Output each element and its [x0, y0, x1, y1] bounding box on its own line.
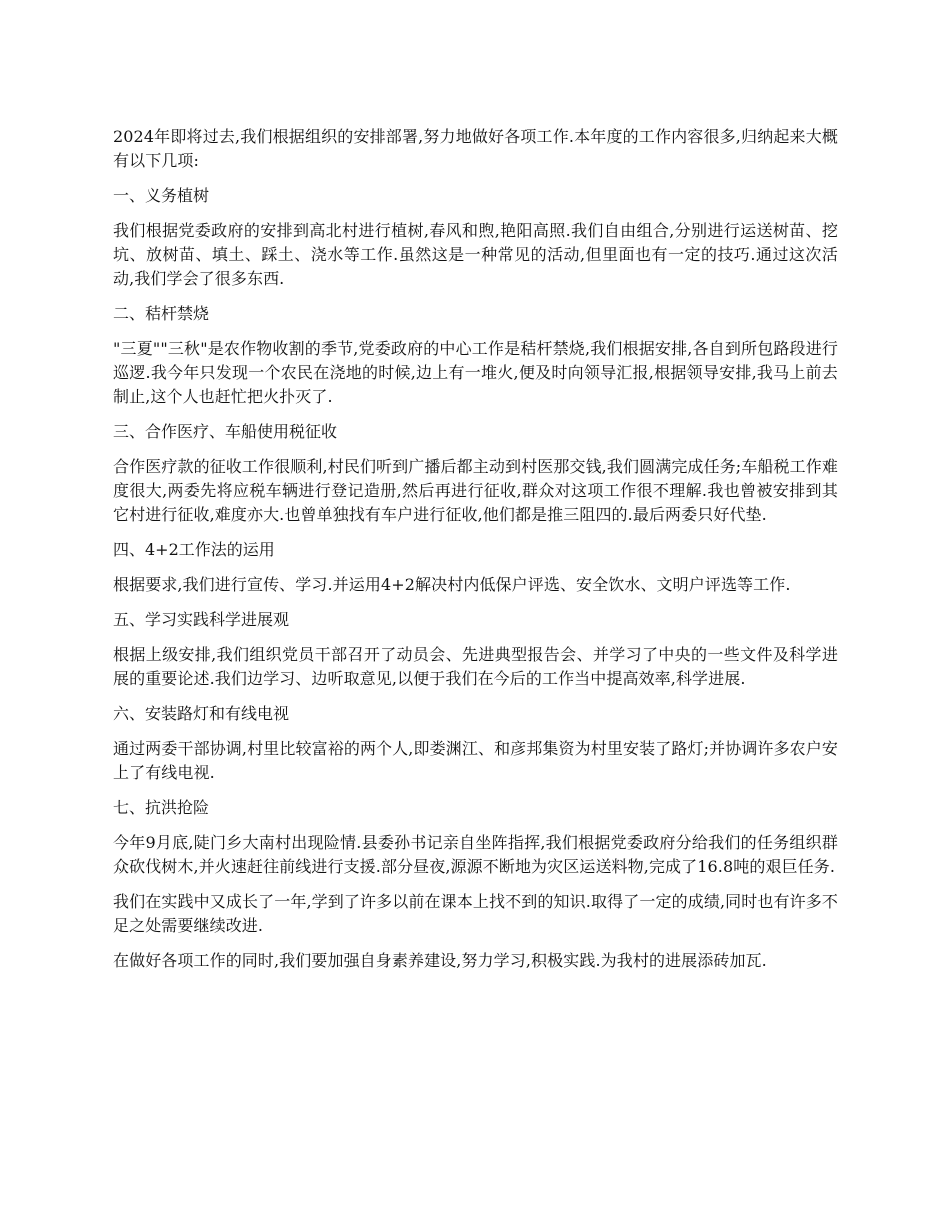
section-body: 我们根据党委政府的安排到高北村进行植树,春风和煦,艳阳高照.我们自由组合,分别进行运送树苗、挖坑、放树苗、填土、踩土、浇水等工作.虽然这是一种常见的活动,但里面也有一定的技巧.通过这次活动,我们学会了很多东西.	[113, 221, 838, 288]
section-body: 根据要求,我们进行宣传、学习.并运用4+2解决村内低保户评选、安全饮水、文明户评选等工作.	[113, 575, 791, 594]
closing-paragraph: 我们在实践中又成长了一年,学到了许多以前在课本上找不到的知识.取得了一定的成绩,同时也有许多不足之处需要继续改进.	[113, 892, 838, 935]
intro-paragraph: 2024年即将过去,我们根据组织的安排部署,努力地做好各项工作.本年度的工作内容很多,归纳起来大概有以下几项:	[113, 127, 838, 170]
section-heading: 五、学习实践科学进展观	[113, 610, 290, 629]
section-body: 今年9月底,陡门乡大南村出现险情.县委孙书记亲自坐阵指挥,我们根据党委政府分给我们的任务组织群众砍伐树木,并火速赶往前线进行支援.部分昼夜,源源不断地为灾区运送料物,完成了16.8吨的艰巨任务.	[113, 833, 838, 876]
section-heading: 七、抗洪抢险	[113, 798, 210, 817]
section-heading: 四、4+2工作法的运用	[113, 540, 275, 559]
section-heading: 六、安装路灯和有线电视	[113, 704, 290, 723]
section-body: 合作医疗款的征收工作很顺利,村民们听到广播后都主动到村医那交钱,我们圆满完成任务;车船税工作难度很大,两委先将应税车辆进行登记造册,然后再进行征收,群众对这项工作很不理解.我也曾被安排到其它村进行征收,难度亦大.也曾单独找有车户进行征收,他们都是推三阻四的.最后两委只好代垫.	[113, 457, 838, 524]
section-heading: 一、义务植树	[113, 186, 210, 205]
closing-paragraph: 在做好各项工作的同时,我们要加强自身素养建设,努力学习,积极实践.为我村的进展添砖加瓦.	[113, 951, 767, 970]
section-body: "三夏""三秋"是农作物收割的季节,党委政府的中心工作是秸杆禁烧,我们根据安排,各自到所包路段进行巡逻.我今年只发现一个农民在浇地的时候,边上有一堆火,便及时向领导汇报,根据领导安排,我马上前去制止,这个人也赶忙把火扑灭了.	[113, 339, 838, 406]
section-body: 通过两委干部协调,村里比较富裕的两个人,即娄渊江、和彦邦集资为村里安装了路灯;并协调许多农户安上了有线电视.	[113, 739, 838, 782]
section-heading: 二、秸杆禁烧	[113, 304, 210, 323]
section-heading: 三、合作医疗、车船使用税征收	[113, 422, 338, 441]
section-body: 根据上级安排,我们组织党员干部召开了动员会、先进典型报告会、并学习了中央的一些文件及科学进展的重要论述.我们边学习、边听取意见,以便于我们在今后的工作当中提高效率,科学进展.	[113, 645, 838, 688]
